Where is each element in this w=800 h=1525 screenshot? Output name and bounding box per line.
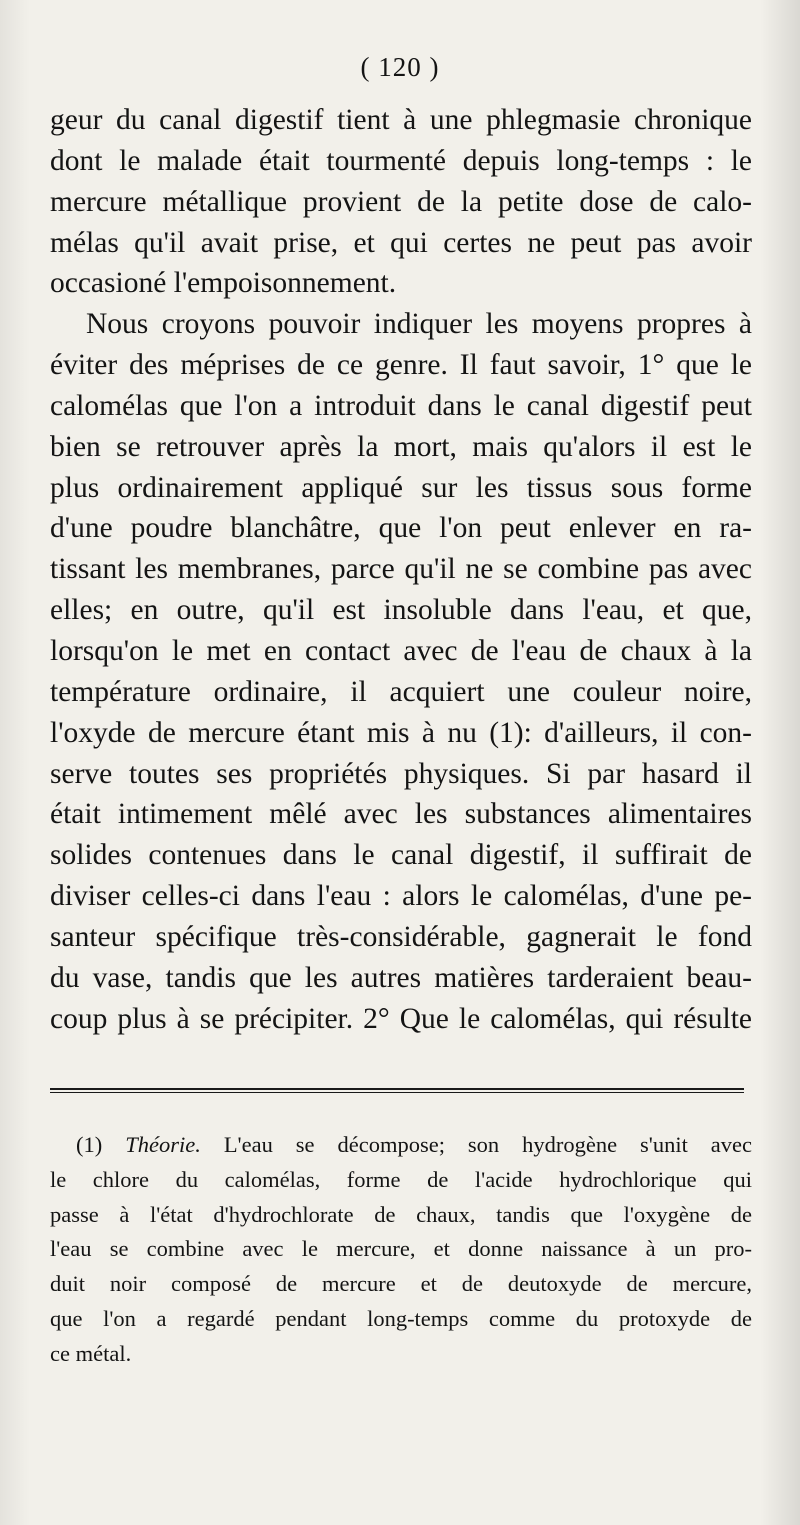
footnote-line: ce métal. bbox=[50, 1340, 132, 1366]
footnote-line: le chlore du calomélas, forme de l'acide hydrochlorique qui bbox=[50, 1166, 752, 1192]
text-line: plus ordinairement appliqué sur les tissus sous forme bbox=[50, 471, 752, 504]
page-number: ( 120 ) bbox=[360, 52, 440, 82]
text-line: éviter des méprises de ce genre. Il faut savoir, 1° que le bbox=[50, 349, 752, 382]
text-line: du vase, tandis que les autres matières tarderaient beau- bbox=[50, 961, 752, 994]
text-line: dont le malade était tourmenté depuis long-temps : le bbox=[50, 144, 752, 177]
footnote bbox=[50, 1128, 752, 1372]
text-line: d'une poudre blanchâtre, que l'on peut enlever en ra- bbox=[50, 512, 752, 545]
text-line: occasioné l'empoisonnement. bbox=[50, 267, 397, 300]
text-line: Nous croyons pouvoir indiquer les moyens propres à bbox=[86, 308, 752, 341]
text-line: température ordinaire, il acquiert une couleur noire, bbox=[50, 675, 752, 708]
footnote-line: l'eau se combine avec le mercure, et donne naissance à un pro- bbox=[50, 1236, 752, 1262]
main-text bbox=[50, 100, 752, 1039]
text-line: tissant les membranes, parce qu'il ne se combine pas avec bbox=[50, 553, 752, 586]
text-line: l'oxyde de mercure étant mis à nu (1): d'ailleurs, il con- bbox=[50, 716, 752, 749]
footnote-first-line bbox=[50, 1128, 752, 1163]
footnote-line: duit noir composé de mercure et de deutoxyde de mercure, bbox=[50, 1271, 752, 1297]
text-line: mélas qu'il avait prise, et qui certes ne peut pas avoir bbox=[50, 226, 752, 259]
footnote-line: que l'on a regardé pendant long-temps comme du protoxyde de bbox=[50, 1305, 752, 1331]
text-line: lorsqu'on le met en contact avec de l'eau de chaux à la bbox=[50, 634, 752, 667]
text-line: serve toutes ses propriétés physiques. Si par hasard il bbox=[50, 757, 752, 790]
text-line: geur du canal digestif tient à une phlegmasie chronique bbox=[50, 104, 752, 136]
footnote-title: Théorie. bbox=[125, 1132, 201, 1157]
text-line: coup plus à se précipiter. 2° Que le calomélas, qui résulte bbox=[50, 1002, 752, 1035]
text-line: était intimement mêlé avec les substances alimentaires bbox=[50, 798, 752, 831]
text-line: solides contenues dans le canal digestif, il suffirait de bbox=[50, 839, 752, 872]
footnote-line: passe à l'état d'hydrochlorate de chaux, tandis que l'oxygène de bbox=[50, 1201, 752, 1227]
text-line: elles; en outre, qu'il est insoluble dans l'eau, et que, bbox=[50, 594, 752, 627]
text-line: mercure métallique provient de la petite dose de calo- bbox=[50, 185, 752, 218]
text-line: santeur spécifique très-considérable, gagnerait le fond bbox=[50, 920, 752, 953]
text-line: calomélas que l'on a introduit dans le canal digestif peut bbox=[50, 389, 752, 422]
text-line: diviser celles-ci dans l'eau : alors le calomélas, d'une pe- bbox=[50, 880, 752, 913]
footnote-text: L'eau se décompose; son hydrogène s'unit avec bbox=[223, 1132, 753, 1157]
footnote-separator-rule bbox=[50, 1088, 744, 1090]
footnote-marker: (1) bbox=[76, 1132, 103, 1157]
text-line: bien se retrouver après la mort, mais qu'alors il est le bbox=[50, 430, 752, 463]
